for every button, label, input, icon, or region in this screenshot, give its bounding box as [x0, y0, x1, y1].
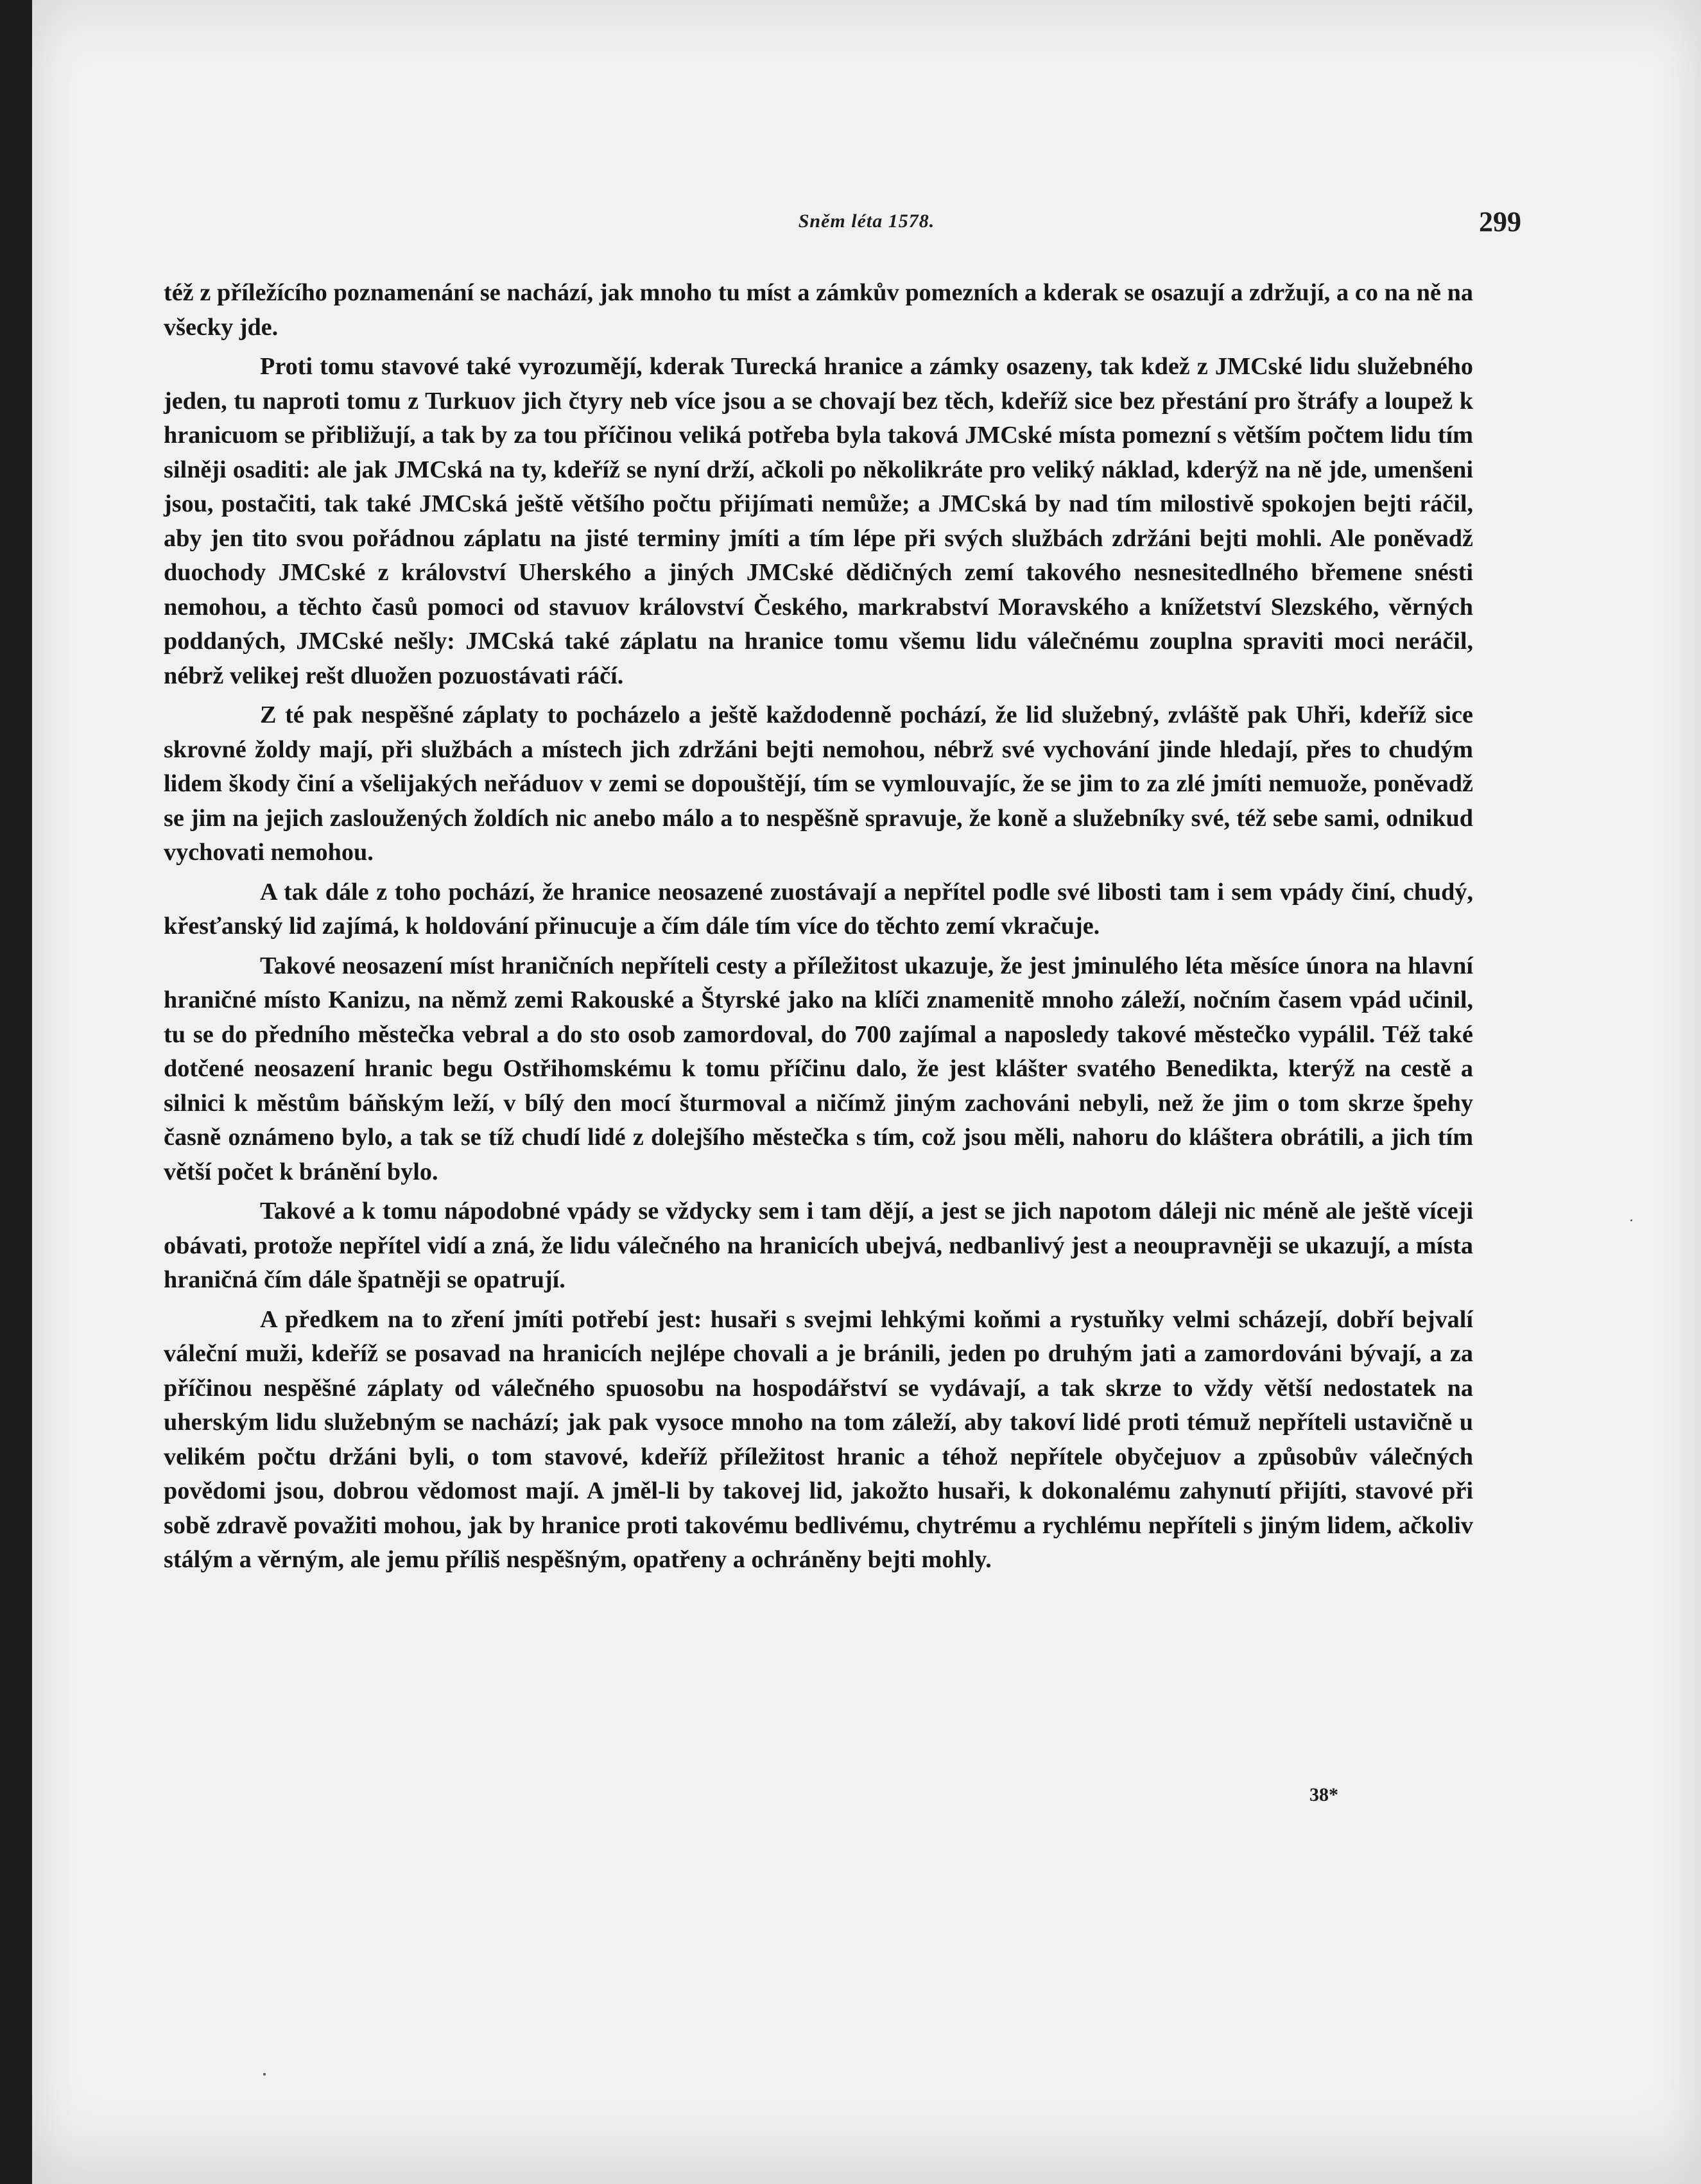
body-text [164, 276, 1473, 1583]
paragraph: Takové neosazení míst hraničních nepříteli cesty a příležitost ukazuje, že jest jminulého léta měsíce února na hlavní hraničné místo Kanizu, na němž zemi Rakouské a Štyrské jako na klíči znamenitě mnoho záleží, nočním časem vpád učinil, tu se do předního městečka vebral a do sto osob zamordoval, do 700 zajímal a naposledy takové městečko vypálil. Též také dotčené neosazení hranic begu Ostřihomskému k tomu příčinu dalo, že jest klášter svatého Benedikta, kterýž na cestě a silnici k městům báňským leží, v bílý den mocí šturmoval a ničímž jiným zachováni nebyli, než že jim o tom skrze špehy časně oznámeno bylo, a tak se tíž chudí lidé z dolejšího městečka s tím, což jsou měli, nahoru do kláštera obrátili, a jich tím větší počet k bránění bylo. [164, 952, 1473, 1185]
page-header [212, 205, 1521, 244]
paragraph: A tak dále z toho pochází, že hranice neosazené zuostávají a nepřítel podle své libosti tam i sem vpády činí, chudý, křesťanský lid zajímá, k holdování přinucuje a čím dále tím více do těchto zemí vkračuje. [164, 878, 1473, 940]
signature-mark: 38* [1309, 1784, 1338, 1805]
running-title: Sněm léta 1578. [798, 211, 935, 232]
paragraph: A předkem na to zření jmíti potřebí jest: husaři s svejmi lehkými koňmi a rystuňky velmi scházejí, dobří bejvalí váleční muži, kdeříž se posavad na hranicích nejlépe chovali a je bránili, jeden po druhým jati a zamordováni bývají, a za příčinou nespěšné záplaty od válečného spuosobu na hospodářství se vydávají, a tak skrze to vždy větší nedostatek na uherským lidu služebným se nachází; jak pak vysoce mnoho na tom záleží, aby takoví lidé proti témuž nepříteli ustavičně u velikém počtu držáni byli, o tom stavové, kdeříž příležitost hranic a téhož nepřítele obyčejuov a způsobův válečných povědomi jsou, dobrou vědomost mají. A jměl-li by takovej lid, jakožto husaři, k dokonalému zahynutí přijíti, stavové při sobě zdravě považiti mohou, jak by hranice proti takovému bedlivému, chytrému a rychlému nepříteli s jiným lidem, ačkoliv stálým a věrným, ale jemu příliš nespěšným, opatřeny a ochráněny bejti mohly. [164, 1305, 1473, 1573]
paragraph: Takové a k tomu nápodobné vpády se vždycky sem i tam dějí, a jest se jich napotom dáleji nic méně ale ještě víceji obávati, protože nepřítel vidí a zná, že lidu válečného na hranicích ubejvá, nedbanlivý jest a neoupravněji se ukazují, a místa hraničná čím dále špatněji se opatrují. [164, 1198, 1473, 1293]
page-number: 299 [1479, 206, 1521, 237]
dust-speck [263, 2073, 266, 2076]
dust-speck [1630, 1219, 1632, 1221]
paragraph: též z příležícího poznamenání se nachází, jak mnoho tu míst a zámkův pomezních a kderak se osazují a zdržují, a co na ně na všecky jde. [164, 279, 1473, 341]
paragraph: Z té pak nespěšné záplaty to pocházelo a ještě každodenně pochází, že lid služebný, zvláště pak Uhři, kdeříž sice skrovné žoldy mají, při službách a místech jich zdržáni bejti nemohou, nébrž své vychování jinde hledají, přes to chudým lidem škody činí a všelijakých neřáduov v zemi se dopouštějí, tím se vymlouvajíc, že se jim to za zlé jmíti nemuože, poněvadž se jim na jejich zasloužených žoldích nic anebo málo a to nespěšně spravuje, že koně a služebníky své, též sebe sami, odnikud vychovati nemohou. [164, 701, 1473, 866]
paragraph: Proti tomu stavové také vyrozumějí, kderak Turecká hranice a zámky osazeny, tak kdež z JMCské lidu služebného jeden, tu naproti tomu z Turkuov jich čtyry neb více jsou a se chovají bez těch, kdeříž sice bez přestání pro štráfy a loupež k hranicuom se přibližují, a tak by za tou příčinou veliká potřeba byla taková JMCské místa pomezní s větším počtem lidu tím silněji osaditi: ale jak JMCská na ty, kdeříž se nyní drží, ačkoli po několikráte pro veliký náklad, kderýž na ně jde, umenšeni jsou, postačiti, tak také JMCská ještě většího počtu přijímati nemůže; a JMCská by nad tím milostivě spokojen bejti ráčil, aby jen tito svou pořádnou záplatu na jisté terminy jmíti a tím lépe při svých službách zdržáni bejti mohli. Ale poněvadž duochody JMCské z království Uherského a jiných JMCské dědičných zemí takového nesnesitedlného břemene snésti nemohou, a těchto časů pomoci od stavuov království Českého, markrabství Moravského a knížetství Slezského, věrných poddaných, JMCské nešly: JMCská také záplatu na hranice tomu všemu lidu válečnému zouplna spraviti moci neráčil, nébrž velikej rešt dluožen pozuostávati ráčí. [164, 353, 1473, 689]
